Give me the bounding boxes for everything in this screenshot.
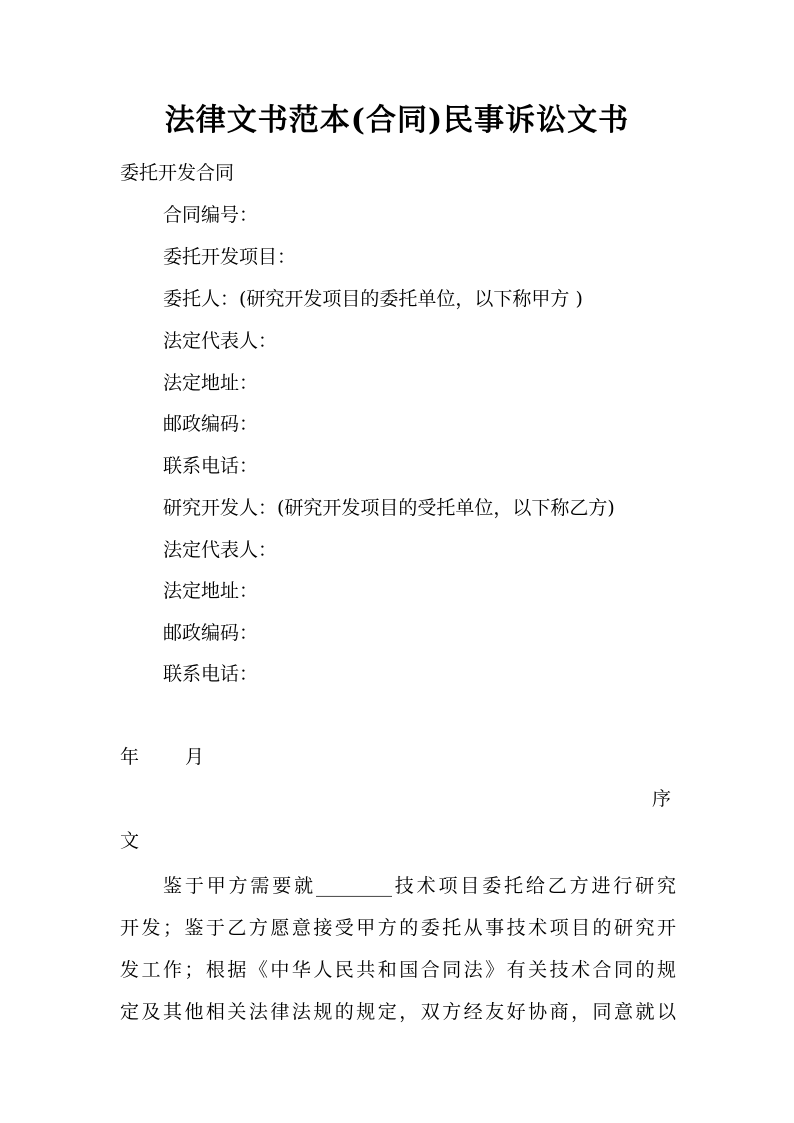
paragraph-line: 鉴于甲方需要就________技术项目委托给乙方进行研究: [163, 875, 676, 897]
paragraph-line: 定及其他相关法律法规的规定，双方经友好协商，同意就以: [120, 1001, 676, 1023]
date-year: 年: [120, 746, 140, 768]
field-developer-postcode: 邮政编码：: [163, 622, 259, 644]
document-title: 法律文书范本(合同)民事诉讼文书: [164, 103, 630, 138]
preface-paragraph: [120, 865, 676, 1033]
field-client-address: 法定地址：: [163, 372, 259, 394]
field-developer-phone: 联系电话：: [163, 663, 259, 685]
field-contract-number: 合同编号：: [163, 204, 259, 226]
field-client-phone: 联系电话：: [163, 455, 259, 477]
date-month: 月: [185, 746, 205, 768]
field-developer-representative: 法定代表人：: [163, 539, 278, 561]
field-project: 委托开发项目：: [163, 246, 297, 268]
field-client: 委托人：(研究开发项目的委托单位，以下称甲方 ): [163, 288, 583, 310]
field-developer: 研究开发人：(研究开发项目的受托单位，以下称乙方): [163, 497, 615, 519]
paragraph-line: 发工作；根据《中华人民共和国合同法》有关技术合同的规: [120, 959, 676, 981]
paragraph-line: 开发；鉴于乙方愿意接受甲方的委托从事技术项目的研究开: [120, 917, 676, 939]
field-client-representative: 法定代表人：: [163, 330, 278, 352]
field-developer-address: 法定地址：: [163, 580, 259, 602]
preface-char-1: 序: [652, 788, 672, 810]
contract-heading: 委托开发合同: [120, 162, 235, 184]
preface-char-2: 文: [120, 830, 140, 852]
field-client-postcode: 邮政编码：: [163, 413, 259, 435]
